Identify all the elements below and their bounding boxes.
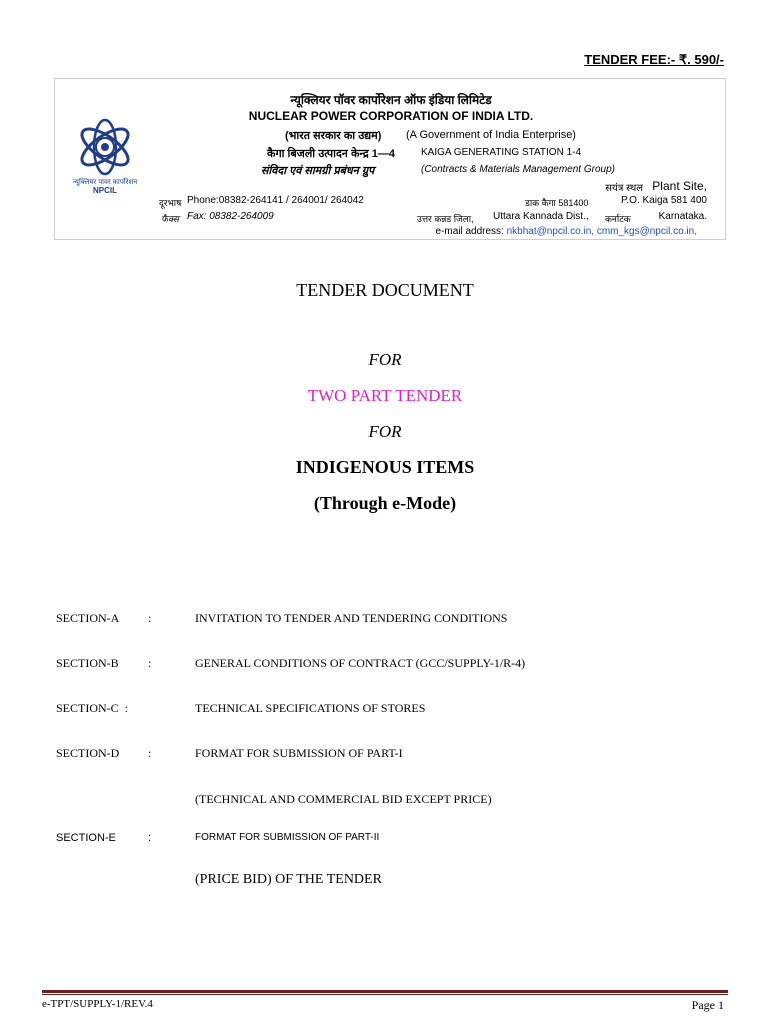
email-link-2[interactable]: cmm_kgs@npcil.co.in, [596, 226, 697, 237]
post-hindi: डाक कैगा 581400 [525, 198, 589, 208]
through-e-mode: (Through e-Mode) [313, 493, 457, 513]
document-title: TENDER DOCUMENT [296, 280, 474, 300]
logo-text: NPCIL [93, 186, 117, 195]
footer-divider [42, 990, 728, 993]
two-part-tender: TWO PART TENDER [307, 386, 463, 405]
govt-hindi: (भारत सरकार का उद्यम) [285, 130, 382, 142]
district-hindi: उत्तर कन्नड जिला, [417, 214, 474, 224]
fax-hindi-label: फैक्स [161, 214, 179, 224]
section-e-subdesc: (PRICE BID) OF THE TENDER [195, 872, 382, 887]
plant-hindi: सयंत्र स्थल [605, 183, 643, 194]
email-line [435, 226, 697, 237]
for-label-1: FOR [368, 350, 402, 369]
logo-caption [69, 179, 141, 195]
indigenous-items: INDIGENOUS ITEMS [295, 457, 475, 477]
plant-site: Plant Site, [652, 179, 707, 193]
section-b-label: SECTION-B [56, 656, 119, 670]
company-name: NUCLEAR POWER CORPORATION OF INDIA LTD. [248, 109, 534, 123]
section-e-label: SECTION-E [56, 832, 116, 844]
npcil-logo-icon [75, 117, 135, 179]
section-b-desc: GENERAL CONDITIONS OF CONTRACT (GCC/SUPPLY-1/R-4) [195, 656, 526, 670]
post-text: P.O. Kaiga 581 400 [621, 195, 707, 206]
phone-hindi-label: दूरभाष [159, 198, 182, 208]
section-b-sep: : [148, 656, 152, 670]
state-hindi: कर्नाटक [605, 214, 631, 224]
section-c-label: SECTION-C : [56, 701, 128, 715]
section-a-label: SECTION-A [56, 611, 120, 625]
section-d-desc: FORMAT FOR SUBMISSION OF PART-I [195, 746, 403, 760]
footer-page-number: Page 1 [691, 998, 724, 1012]
letterhead [54, 78, 726, 240]
group-text: (Contracts & Materials Management Group) [421, 164, 615, 175]
footer-divider-thin [42, 994, 728, 995]
email-label: e-mail address: [435, 226, 504, 237]
section-d-subdesc: (TECHNICAL AND COMMERCIAL BID EXCEPT PRICE) [195, 792, 492, 806]
fax-text: Fax: 08382-264009 [187, 211, 274, 222]
email-link-1[interactable]: nkbhat@npcil.co.in, [506, 226, 595, 237]
group-hindi: संविदा एवं सामग्री प्रबंधन ग्रुप [261, 165, 375, 177]
section-a-desc: INVITATION TO TENDER AND TENDERING CONDITIONS [195, 611, 508, 625]
footer-doc-ref: e-TPT/SUPPLY-1/REV.4 [42, 998, 153, 1010]
section-d-label: SECTION-D [56, 746, 120, 760]
phone-text: Phone:08382-264141 / 264001/ 264042 [187, 195, 364, 206]
section-e-desc: FORMAT FOR SUBMISSION OF PART-II [195, 832, 380, 843]
station-hindi: कैगा बिजली उत्पादन केन्द्र 1—4 [267, 148, 395, 160]
govt-text: (A Government of India Enterprise) [406, 129, 576, 141]
tender-fee: TENDER FEE:- ₹. 590/- [584, 52, 724, 67]
district-text: Uttara Kannada Dist., [493, 211, 589, 222]
company-hindi: न्यूक्लियर पॉवर कार्पोरेशन ऑफ इंडिया लिमिटेड [290, 93, 492, 107]
for-label-2: FOR [368, 422, 402, 441]
section-e-sep: : [148, 832, 152, 844]
section-c-desc: TECHNICAL SPECIFICATIONS OF STORES [195, 701, 426, 715]
section-a-sep: : [148, 611, 152, 625]
state-text: Karnataka. [658, 211, 707, 222]
section-d-sep: : [148, 746, 152, 760]
logo-hindi: न्यूक्लियर पावर कार्पोरेशन [72, 179, 138, 186]
station-text: KAIGA GENERATING STATION 1-4 [421, 147, 582, 158]
